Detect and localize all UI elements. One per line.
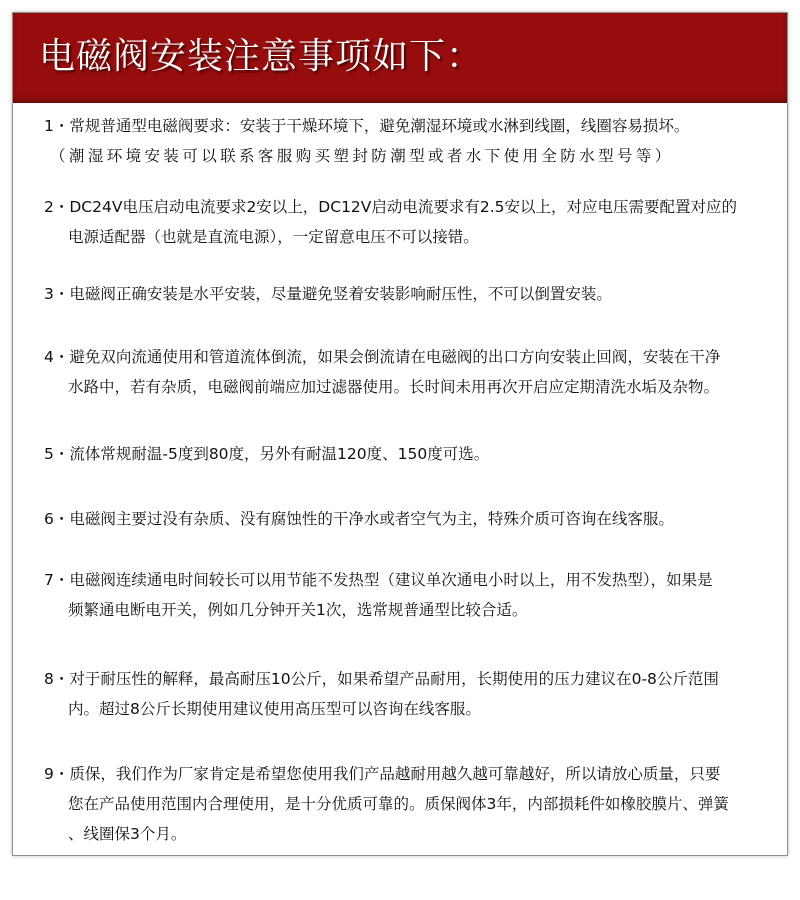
notice-item-8 xyxy=(44,664,764,724)
notice-item-2-line-2: 电源适配器（也就是直流电源），一定留意电压不可以接错。 xyxy=(68,228,479,246)
notice-item-8-line-1: 8・对于耐压性的解释，最高耐压10公斤，如果希望产品耐用，长期使用的压力建议在0-8公斤范围 xyxy=(44,670,719,688)
notice-item-7-line-1: 7・电磁阀连续通电时间较长可以用节能不发热型（建议单次通电小时以上，用不发热型），如果是 xyxy=(44,571,713,589)
notice-item-9 xyxy=(44,759,764,849)
notice-item-3 xyxy=(44,279,764,309)
notice-item-6-line-1: 6・电磁阀主要过没有杂质、没有腐蚀性的干净水或者空气为主，特殊介质可咨询在线客服。 xyxy=(44,510,674,528)
notice-item-1-line-1: 1・常规普通型电磁阀要求：安装于干燥环境下，避免潮湿环境或水淋到线圈，线圈容易损坏。 xyxy=(44,117,690,135)
notice-item-5 xyxy=(44,439,764,469)
notice-item-6 xyxy=(44,504,764,534)
notice-item-9-line-3: 、线圈保3个月。 xyxy=(68,825,187,843)
notice-item-2 xyxy=(44,192,764,252)
notice-item-5-line-1: 5・流体常规耐温-5度到80度，另外有耐温120度、150度可选。 xyxy=(44,445,490,463)
notice-item-8-line-2: 内。超过8公斤长期使用建议使用高压型可以咨询在线客服。 xyxy=(68,700,481,718)
notice-item-9-line-1: 9・质保，我们作为厂家肯定是希望您使用我们产品越耐用越久越可靠越好，所以请放心质量，只要 xyxy=(44,765,721,783)
notice-item-1 xyxy=(44,111,764,171)
notice-item-7-line-2: 频繁通电断电开关，例如几分钟开关1次，选常规普通型比较合适。 xyxy=(68,601,528,619)
page-title: 电磁阀安装注意事项如下： xyxy=(39,36,484,77)
notice-item-3-line-1: 3・电磁阀正确安装是水平安装，尽量避免竖着安装影响耐压性，不可以倒置安装。 xyxy=(44,285,612,303)
notice-item-2-line-1: 2・DC24V电压启动电流要求2安以上，DC12V启动电流要求有2.5安以上，对应电压需要配置对应的 xyxy=(44,198,738,216)
notice-item-4 xyxy=(44,342,764,402)
notice-item-4-line-1: 4・避免双向流通使用和管道流体倒流，如果会倒流请在电磁阀的出口方向安装止回阀，安装在干净 xyxy=(44,348,721,366)
notice-item-7 xyxy=(44,565,764,625)
title-banner xyxy=(13,13,787,103)
notice-item-9-line-2: 您在产品使用范围内合理使用，是十分优质可靠的。质保阀体3年，内部损耗件如橡胶膜片、弹簧 xyxy=(68,795,729,813)
notice-item-1-line-2: （潮湿环境安装可以联系客服购买塑封防潮型或者水下使用全防水型号等） xyxy=(50,147,674,165)
notice-item-4-line-2: 水路中，若有杂质，电磁阀前端应加过滤器使用。长时间未用再次开启应定期清洗水垢及杂物。 xyxy=(68,378,720,396)
